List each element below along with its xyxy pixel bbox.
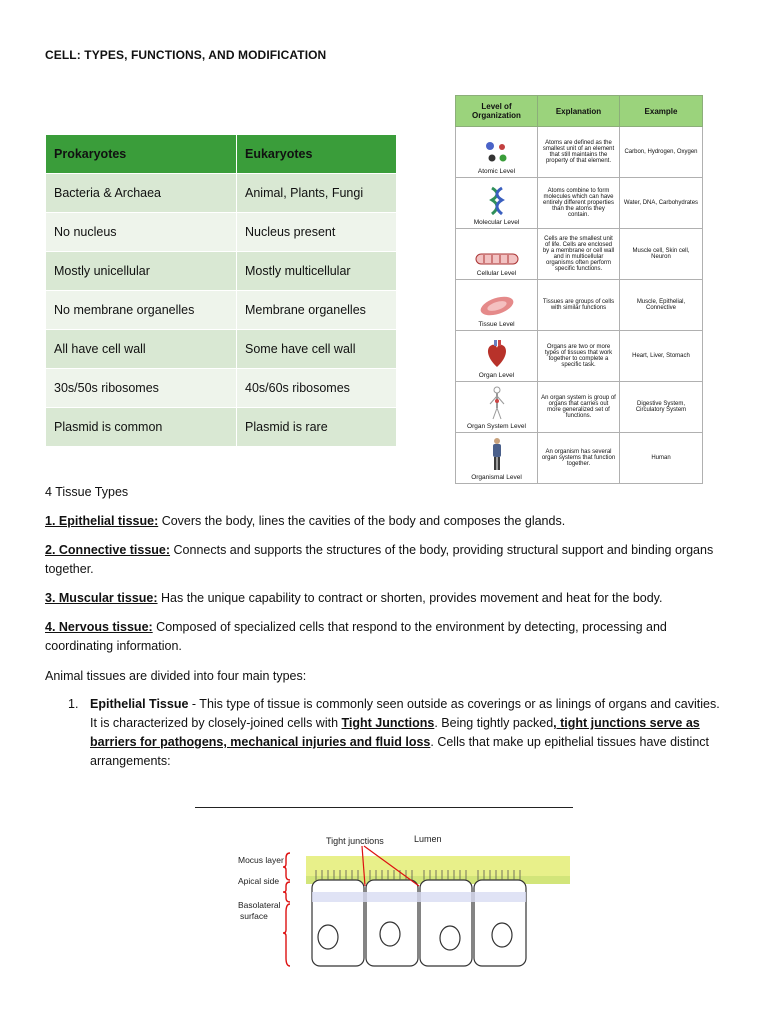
table-row — [46, 213, 397, 252]
level-example: Muscle cell, Skin cell, Neuron — [620, 229, 703, 280]
tissue-text: Composed of specialized cells that respond to the environment by detecting, processing and coordinating information. — [45, 620, 667, 653]
level-explanation: Cells are the smallest unit of life. Cells are enclosed by a membrane or cell wall and in multicellular organisms often perform specific functions. — [538, 229, 620, 280]
level-name: Organismal Level — [471, 474, 522, 481]
level-example: Digestive System, Circulatory System — [620, 382, 703, 433]
level-name: Organ System Level — [467, 423, 526, 430]
table-cell: 30s/50s ribosomes — [46, 369, 237, 408]
table-cell: Mostly unicellular — [46, 252, 237, 291]
body-text: . Being tightly packed — [434, 716, 554, 730]
intro-text: Animal tissues are divided into four main types: — [45, 669, 307, 683]
table-cell: Membrane organelles — [237, 291, 397, 330]
level-explanation: Tissues are groups of cells with similar functions — [538, 280, 620, 331]
apical-side-label: Apical side — [238, 876, 280, 886]
level-explanation: An organ system is group of organs that carries out more generalized set of functions. — [538, 382, 620, 433]
level-name: Molecular Level — [473, 219, 520, 226]
mucus-layer-label: Mocus layer — [238, 855, 284, 865]
header-example: Example — [620, 96, 703, 127]
table-header-row — [46, 135, 397, 174]
level-cell — [456, 433, 538, 484]
table-cell: Plasmid is rare — [237, 408, 397, 447]
basolateral-label: Basolateral — [238, 900, 281, 910]
lumen-label: Lumen — [414, 834, 442, 844]
tissue-item — [45, 512, 725, 531]
level-name: Tissue Level — [478, 321, 515, 328]
table-cell: Plasmid is common — [46, 408, 237, 447]
table-cell: No membrane organelles — [46, 291, 237, 330]
levels-row — [456, 127, 703, 178]
list-item — [68, 695, 728, 771]
level-cell — [456, 178, 538, 229]
level-example: Heart, Liver, Stomach — [620, 331, 703, 382]
header-eukaryotes: Eukaryotes — [237, 135, 397, 174]
tissue-text: Covers the body, lines the cavities of the body and composes the glands. — [158, 514, 566, 528]
levels-header-row — [456, 96, 703, 127]
table-row — [46, 330, 397, 369]
level-name: Atomic Level — [477, 168, 516, 175]
levels-row — [456, 229, 703, 280]
tissue-icon — [477, 294, 517, 318]
tissue-label: 4. Nervous tissue: — [45, 620, 153, 634]
cell-icon — [474, 251, 520, 267]
table-cell: Nucleus present — [237, 213, 397, 252]
term: Epithelial Tissue — [90, 697, 189, 711]
level-example: Muscle, Epithelial, Connective — [620, 280, 703, 331]
levels-row — [456, 178, 703, 229]
divider-line — [195, 807, 573, 808]
document-title: CELL: TYPES, FUNCTIONS, AND MODIFICATION — [45, 48, 327, 62]
level-name: Organ Level — [478, 372, 515, 379]
organ-system-icon — [487, 386, 507, 420]
emphasis-text: , tight junctions serve as barriers for pathogens, mechanical injuries and fluid loss — [90, 716, 700, 749]
tissue-text: Has the unique capability to contract or shorten, provides movement and heat for the body. — [157, 591, 663, 605]
list-text — [90, 695, 728, 771]
table-cell: 40s/60s ribosomes — [237, 369, 397, 408]
level-example: Water, DNA, Carbohydrates — [620, 178, 703, 229]
tissue-label: 3. Muscular tissue: — [45, 591, 158, 605]
table-row — [46, 252, 397, 291]
levels-row — [456, 280, 703, 331]
level-example: Human — [620, 433, 703, 484]
level-cell — [456, 280, 538, 331]
tissue-item — [45, 541, 725, 579]
table-cell: Bacteria & Archaea — [46, 174, 237, 213]
tissue-text: Connects and supports the structures of the body, providing structural support and binding organs together. — [45, 543, 714, 576]
level-explanation: Atoms are defined as the smallest unit of an element that still maintains the property of that element. — [538, 127, 620, 178]
tissue-item — [45, 589, 725, 608]
level-cell — [456, 382, 538, 433]
molecule-icon — [486, 186, 508, 216]
level-example: Carbon, Hydrogen, Oxygen — [620, 127, 703, 178]
levels-row — [456, 433, 703, 484]
levels-row — [456, 382, 703, 433]
level-explanation: Organs are two or more types of tissues that work together to complete a specific task. — [538, 331, 620, 382]
level-cell — [456, 229, 538, 280]
level-explanation: An organism has several organ systems that function together. — [538, 433, 620, 484]
body-text: . Cells that make up epithelial tissues have distinct arrangements: — [90, 735, 709, 768]
levels-row — [456, 331, 703, 382]
surface-label: surface — [240, 911, 268, 921]
tight-junctions-term: Tight Junctions — [341, 716, 435, 730]
tissue-item — [45, 618, 725, 656]
table-row — [46, 369, 397, 408]
table-cell: Animal, Plants, Fungi — [237, 174, 397, 213]
header-explanation: Explanation — [538, 96, 620, 127]
prokaryote-eukaryote-table — [45, 134, 397, 447]
level-name: Cellular Level — [476, 270, 517, 277]
table-row — [46, 291, 397, 330]
human-icon — [487, 437, 507, 471]
level-explanation: Atoms combine to form molecules which can have entirely different properties than the atoms they contain. — [538, 178, 620, 229]
tissue-types-heading: 4 Tissue Types — [45, 485, 129, 499]
level-cell — [456, 127, 538, 178]
table-cell: Some have cell wall — [237, 330, 397, 369]
body-text: - This type of tissue is commonly seen outside as coverings or as linings of organs and cavities. It is characterized by closely-joined cells with — [90, 697, 720, 730]
tissue-label: 2. Connective tissue: — [45, 543, 171, 557]
header-prokaryotes: Prokaryotes — [46, 135, 237, 174]
list-number: 1. — [68, 697, 79, 711]
header-level: Level of Organization — [456, 96, 538, 127]
heart-icon — [484, 339, 510, 369]
table-cell: All have cell wall — [46, 330, 237, 369]
table-row — [46, 408, 397, 447]
table-cell: No nucleus — [46, 213, 237, 252]
table-cell: Mostly multicellular — [237, 252, 397, 291]
tissue-label: 1. Epithelial tissue: — [45, 514, 159, 528]
atom-icon — [482, 139, 512, 165]
level-cell — [456, 331, 538, 382]
tight-junctions-label: Tight junctions — [326, 836, 384, 846]
levels-of-organization-table — [455, 95, 703, 484]
epithelial-diagram — [198, 820, 573, 968]
table-row — [46, 174, 397, 213]
